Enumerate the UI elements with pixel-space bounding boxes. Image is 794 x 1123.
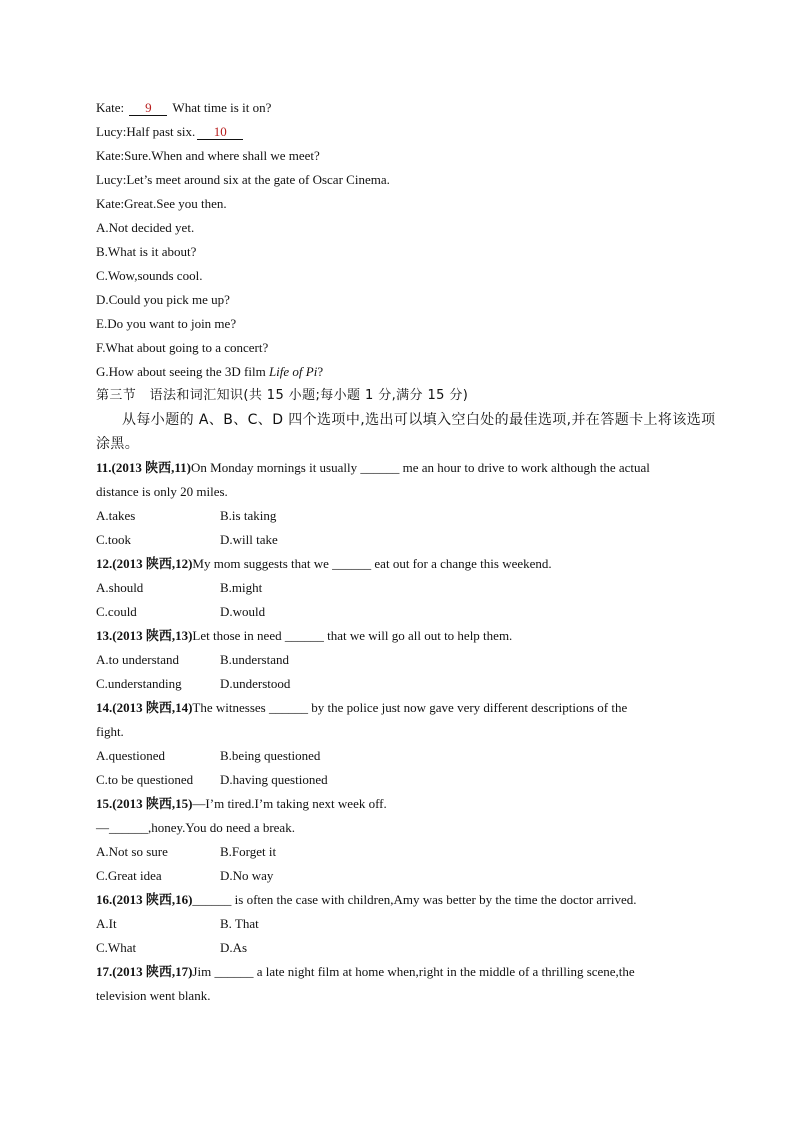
question-source: .(2013 陕西,13) [109, 628, 193, 643]
section-heading: 第三节 语法和词汇知识(共 15 小题;每小题 1 分,满分 15 分) [96, 388, 469, 403]
q16-option-d: D.As [220, 940, 248, 955]
q14-option-a: A.questioned [96, 748, 165, 763]
dialogue-line-5: Kate:Great.See you then. [96, 196, 227, 211]
q13-option-d: D.understood [220, 676, 291, 691]
dialogue-line-2 [96, 123, 245, 141]
question-number: 12 [96, 556, 109, 571]
q12-option-b: B.might [220, 580, 263, 595]
q15-option-c: C.Great idea [96, 868, 162, 883]
question-text: Jim ______ a late night film at home when,right in the middle of a thrilling scene,the [192, 964, 635, 979]
question-14 [96, 699, 627, 717]
q14-option-d: D.having questioned [220, 772, 328, 787]
question-text: Let those in need ______ that we will go all out to help them. [192, 628, 513, 643]
dialogue-line-1 [96, 99, 271, 117]
question-number: 17 [96, 964, 109, 979]
option-punct: ? [317, 364, 324, 379]
question-12 [96, 555, 552, 573]
question-number: 13 [96, 628, 109, 643]
dialogue-option-g [96, 363, 323, 381]
question-16 [96, 891, 636, 909]
q11-option-d: D.will take [220, 532, 278, 547]
question-text: On Monday mornings it usually ______ me an hour to drive to work although the actual [191, 460, 650, 475]
question-14-continued: fight. [96, 724, 124, 739]
q16-option-c: C.What [96, 940, 137, 955]
dialogue-option: E.Do you want to join me? [96, 316, 237, 331]
dialogue-text: Lucy:Half past six. [96, 124, 196, 139]
question-text: ______ is often the case with children,Amy was better by the time the doctor arrived. [192, 892, 637, 907]
answer-blank-9: 9 [129, 101, 167, 116]
question-text: The witnesses ______ by the police just now gave very different descriptions of the [192, 700, 628, 715]
question-number: 16 [96, 892, 109, 907]
film-title: Life of Pi [268, 364, 318, 379]
dialogue-line-4: Lucy:Let’s meet around six at the gate of Oscar Cinema. [96, 172, 390, 187]
q12-option-c: C.could [96, 604, 137, 619]
answer-blank-10: 10 [197, 125, 243, 140]
question-17 [96, 963, 635, 981]
q16-option-b: B. That [220, 916, 259, 931]
question-source: .(2013 陕西,16) [109, 892, 193, 907]
question-number: 15 [96, 796, 109, 811]
q15-option-a: A.Not so sure [96, 844, 168, 859]
q14-option-c: C.to be questioned [96, 772, 194, 787]
question-text: My mom suggests that we ______ eat out for a change this weekend. [192, 556, 552, 571]
question-11 [96, 459, 696, 477]
option-text: G.How about seeing the 3D film [96, 364, 269, 379]
q11-option-b: B.is taking [220, 508, 277, 523]
question-source: .(2013 陕西,15) [109, 796, 193, 811]
q13-option-c: C.understanding [96, 676, 182, 691]
question-text: —I’m tired.I’m taking next week off. [192, 796, 387, 811]
question-source: .(2013 陕西,12) [109, 556, 193, 571]
q15-option-d: D.No way [220, 868, 274, 883]
dialogue-option: B.What is it about? [96, 244, 197, 259]
question-number: 11 [96, 460, 109, 475]
question-13 [96, 627, 512, 645]
dialogue-option: F.What about going to a concert? [96, 340, 269, 355]
speaker-text: Kate: [96, 100, 125, 115]
section-instruction-line-1: 从每小题的 A、B、C、D 四个选项中,选出可以填入空白处的最佳选项,并在答题卡上将该选项 [122, 412, 716, 428]
q16-option-a: A.It [96, 916, 117, 931]
question-number: 14 [96, 700, 109, 715]
dialogue-line-3: Kate:Sure.When and where shall we meet? [96, 148, 320, 163]
question-15-continued: —______,honey.You do need a break. [96, 820, 295, 835]
question-source: .(2013 陕西,11) [108, 460, 191, 475]
dialogue-option: D.Could you pick me up? [96, 292, 230, 307]
q13-option-a: A.to understand [96, 652, 180, 667]
question-15 [96, 795, 387, 813]
dialogue-option: C.Wow,sounds cool. [96, 268, 203, 283]
q11-option-c: C.took [96, 532, 132, 547]
question-17-continued: television went blank. [96, 988, 211, 1003]
q13-option-b: B.understand [220, 652, 289, 667]
question-source: .(2013 陕西,17) [109, 964, 193, 979]
q12-option-a: A.should [96, 580, 144, 595]
dialogue-text: What time is it on? [172, 100, 272, 115]
section-instruction-line-2: 涂黑。 [96, 436, 140, 452]
q11-option-a: A.takes [96, 508, 136, 523]
dialogue-option: A.Not decided yet. [96, 220, 195, 235]
q14-option-b: B.being questioned [220, 748, 321, 763]
question-source: .(2013 陕西,14) [109, 700, 193, 715]
q12-option-d: D.would [220, 604, 266, 619]
question-11-continued: distance is only 20 miles. [96, 484, 228, 499]
q15-option-b: B.Forget it [220, 844, 277, 859]
